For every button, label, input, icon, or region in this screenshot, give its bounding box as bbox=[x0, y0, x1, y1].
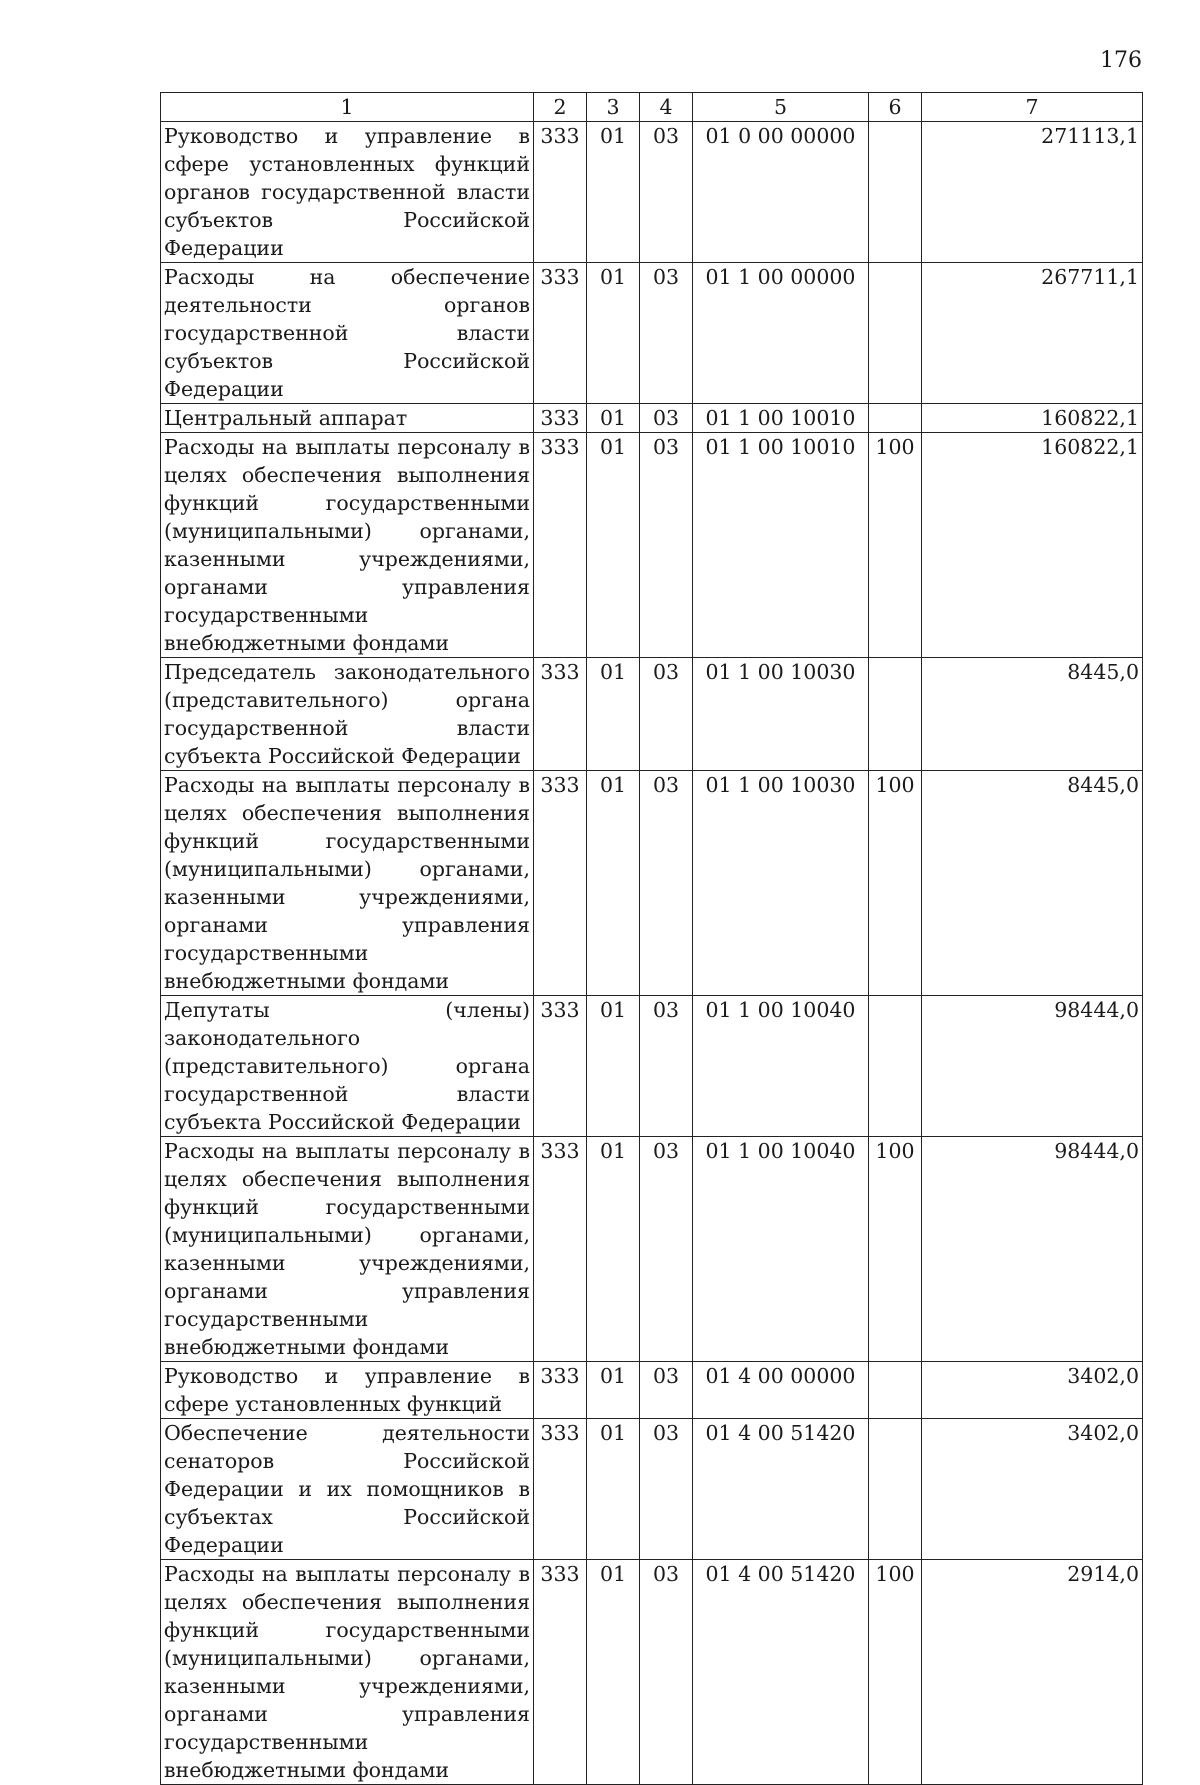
cell-admin-code: 333 bbox=[534, 996, 587, 1137]
cell-section-code: 01 bbox=[587, 404, 640, 433]
header-col-5: 5 bbox=[693, 93, 869, 122]
cell-expense-type bbox=[869, 122, 922, 263]
cell-section-code: 01 bbox=[587, 122, 640, 263]
cell-description: Расходы на выплаты персоналу в целях обеспечения выполнения функций государственными (муниципальными) органами, казенными учреждениями, органами управления государственными внебюджетными фондами bbox=[161, 1137, 534, 1362]
cell-target-article: 01 4 00 51420 bbox=[693, 1419, 869, 1560]
header-col-6: 6 bbox=[869, 93, 922, 122]
cell-amount: 98444,0 bbox=[922, 1137, 1143, 1362]
header-col-7: 7 bbox=[922, 93, 1143, 122]
cell-section-code: 01 bbox=[587, 1137, 640, 1362]
cell-section-code: 01 bbox=[587, 263, 640, 404]
cell-amount: 271113,1 bbox=[922, 122, 1143, 263]
cell-description: Расходы на выплаты персоналу в целях обеспечения выполнения функций государственными (муниципальными) органами, казенными учреждениями, органами управления государственными внебюджетными фондами bbox=[161, 433, 534, 658]
cell-expense-type bbox=[869, 1419, 922, 1560]
cell-amount: 3402,0 bbox=[922, 1419, 1143, 1560]
cell-amount: 160822,1 bbox=[922, 404, 1143, 433]
cell-section-code: 01 bbox=[587, 1362, 640, 1419]
cell-section-code: 01 bbox=[587, 771, 640, 996]
cell-amount: 3402,0 bbox=[922, 1362, 1143, 1419]
header-row bbox=[161, 93, 1143, 122]
table-row bbox=[161, 1419, 1143, 1560]
cell-admin-code: 333 bbox=[534, 658, 587, 771]
cell-section-code: 01 bbox=[587, 433, 640, 658]
cell-expense-type bbox=[869, 1362, 922, 1419]
cell-description: Расходы на выплаты персоналу в целях обеспечения выполнения функций государственными (муниципальными) органами, казенными учреждениями, органами управления государственными внебюджетными фондами bbox=[161, 771, 534, 996]
cell-subsection-code: 03 bbox=[640, 404, 693, 433]
cell-target-article: 01 1 00 10010 bbox=[693, 433, 869, 658]
cell-expense-type bbox=[869, 658, 922, 771]
cell-expense-type: 100 bbox=[869, 433, 922, 658]
cell-expense-type bbox=[869, 404, 922, 433]
cell-expense-type: 100 bbox=[869, 771, 922, 996]
cell-section-code: 01 bbox=[587, 996, 640, 1137]
table-row bbox=[161, 1560, 1143, 1785]
cell-target-article: 01 1 00 10030 bbox=[693, 658, 869, 771]
cell-target-article: 01 1 00 00000 bbox=[693, 263, 869, 404]
cell-amount: 160822,1 bbox=[922, 433, 1143, 658]
page-number: 176 bbox=[1100, 48, 1142, 73]
budget-table bbox=[160, 92, 1143, 1785]
cell-subsection-code: 03 bbox=[640, 1362, 693, 1419]
cell-amount: 98444,0 bbox=[922, 996, 1143, 1137]
table-row bbox=[161, 1137, 1143, 1362]
cell-target-article: 01 1 00 10010 bbox=[693, 404, 869, 433]
cell-amount: 267711,1 bbox=[922, 263, 1143, 404]
cell-target-article: 01 1 00 10030 bbox=[693, 771, 869, 996]
cell-subsection-code: 03 bbox=[640, 996, 693, 1137]
table-row bbox=[161, 1362, 1143, 1419]
cell-subsection-code: 03 bbox=[640, 1419, 693, 1560]
cell-subsection-code: 03 bbox=[640, 122, 693, 263]
cell-target-article: 01 1 00 10040 bbox=[693, 1137, 869, 1362]
cell-description: Центральный аппарат bbox=[161, 404, 534, 433]
cell-expense-type: 100 bbox=[869, 1137, 922, 1362]
cell-description: Депутаты (члены) законодательного (представительного) органа государственной власти субъекта Российской Федерации bbox=[161, 996, 534, 1137]
cell-expense-type bbox=[869, 996, 922, 1137]
table-body bbox=[161, 122, 1143, 1785]
cell-admin-code: 333 bbox=[534, 1419, 587, 1560]
cell-amount: 2914,0 bbox=[922, 1560, 1143, 1785]
cell-description: Руководство и управление в сфере установленных функций bbox=[161, 1362, 534, 1419]
cell-admin-code: 333 bbox=[534, 433, 587, 658]
cell-section-code: 01 bbox=[587, 658, 640, 771]
table-row bbox=[161, 122, 1143, 263]
cell-expense-type: 100 bbox=[869, 1560, 922, 1785]
cell-description: Председатель законодательного (представительного) органа государственной власти субъекта Российской Федерации bbox=[161, 658, 534, 771]
cell-amount: 8445,0 bbox=[922, 658, 1143, 771]
cell-section-code: 01 bbox=[587, 1419, 640, 1560]
cell-description: Расходы на выплаты персоналу в целях обеспечения выполнения функций государственными (муниципальными) органами, казенными учреждениями, органами управления государственными внебюджетными фондами bbox=[161, 1560, 534, 1785]
header-col-4: 4 bbox=[640, 93, 693, 122]
table-row bbox=[161, 263, 1143, 404]
cell-target-article: 01 1 00 10040 bbox=[693, 996, 869, 1137]
cell-description: Руководство и управление в сфере установленных функций органов государственной власти субъектов Российской Федерации bbox=[161, 122, 534, 263]
cell-target-article: 01 4 00 00000 bbox=[693, 1362, 869, 1419]
table-row bbox=[161, 658, 1143, 771]
cell-admin-code: 333 bbox=[534, 771, 587, 996]
cell-subsection-code: 03 bbox=[640, 433, 693, 658]
table-row bbox=[161, 771, 1143, 996]
table-row bbox=[161, 996, 1143, 1137]
cell-target-article: 01 0 00 00000 bbox=[693, 122, 869, 263]
header-col-3: 3 bbox=[587, 93, 640, 122]
header-col-2: 2 bbox=[534, 93, 587, 122]
cell-description: Расходы на обеспечение деятельности органов государственной власти субъектов Российской Федерации bbox=[161, 263, 534, 404]
cell-subsection-code: 03 bbox=[640, 1560, 693, 1785]
cell-section-code: 01 bbox=[587, 1560, 640, 1785]
header-col-1: 1 bbox=[161, 93, 534, 122]
cell-admin-code: 333 bbox=[534, 404, 587, 433]
cell-subsection-code: 03 bbox=[640, 771, 693, 996]
cell-admin-code: 333 bbox=[534, 1362, 587, 1419]
cell-admin-code: 333 bbox=[534, 1137, 587, 1362]
cell-admin-code: 333 bbox=[534, 1560, 587, 1785]
cell-subsection-code: 03 bbox=[640, 658, 693, 771]
cell-subsection-code: 03 bbox=[640, 1137, 693, 1362]
cell-description: Обеспечение деятельности сенаторов Российской Федерации и их помощников в субъектах Российской Федерации bbox=[161, 1419, 534, 1560]
cell-subsection-code: 03 bbox=[640, 263, 693, 404]
table-row bbox=[161, 433, 1143, 658]
cell-admin-code: 333 bbox=[534, 263, 587, 404]
cell-expense-type bbox=[869, 263, 922, 404]
cell-target-article: 01 4 00 51420 bbox=[693, 1560, 869, 1785]
cell-amount: 8445,0 bbox=[922, 771, 1143, 996]
cell-admin-code: 333 bbox=[534, 122, 587, 263]
table-row bbox=[161, 404, 1143, 433]
